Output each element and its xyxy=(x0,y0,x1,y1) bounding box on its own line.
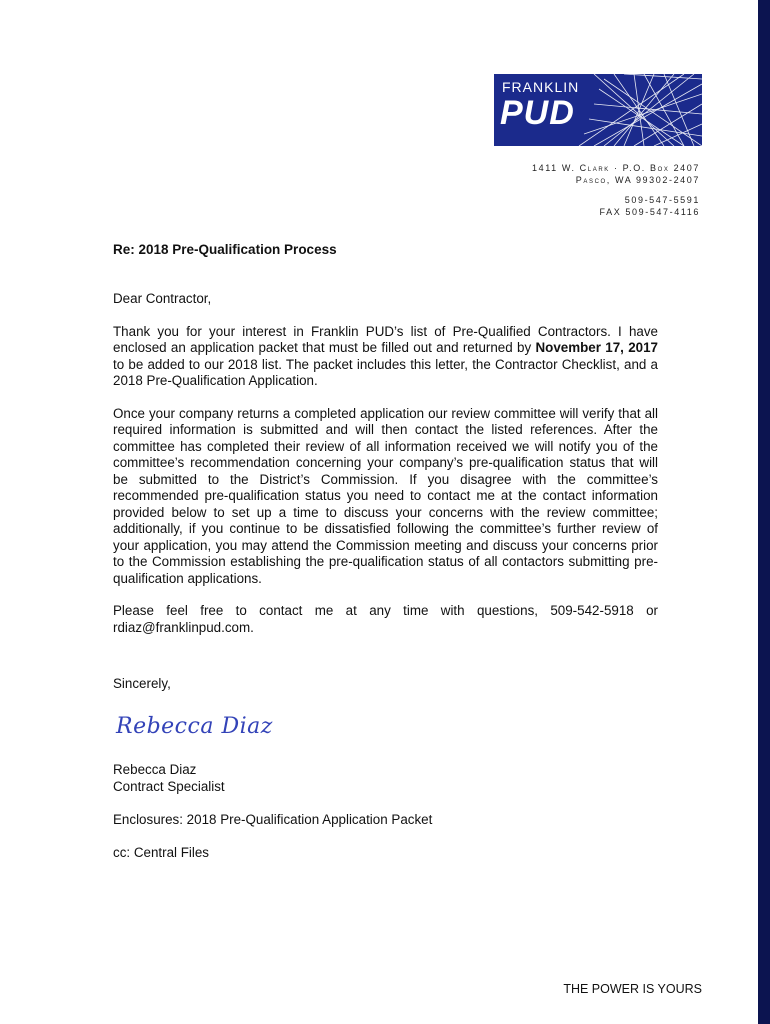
cc-line: cc: Central Files xyxy=(113,845,209,860)
logo-pud-text: PUD xyxy=(500,94,575,132)
address-line-2: Pasco, WA 99302-2407 xyxy=(575,175,700,185)
deadline-date: November 17, 2017 xyxy=(535,340,658,355)
salutation: Dear Contractor, xyxy=(113,291,212,306)
address-fax: FAX 509-547-4116 xyxy=(599,207,700,217)
signer-name: Rebecca Diaz xyxy=(113,762,197,777)
logo-franklin-text: FRANKLIN xyxy=(502,79,580,95)
letter-body xyxy=(113,291,658,652)
subject-line: Re: 2018 Pre-Qualification Process xyxy=(113,242,337,257)
signer-title: Contract Specialist xyxy=(113,778,225,794)
address-phone: 509-547-5591 xyxy=(624,195,700,205)
letterhead-address xyxy=(532,162,700,218)
closing: Sincerely, xyxy=(113,676,171,691)
paragraph-1-start: Thank you for your interest in Franklin PUD’s list of Pre-Qualified Contractors. I have enclosed an application packet that must be filled out and returned by xyxy=(113,323,658,355)
paragraph-3: Please feel free to contact me at any time with questions, 509-542-5918 or rdiaz@franklinpud.com. xyxy=(113,603,658,635)
right-border-bar xyxy=(758,0,770,1024)
address-line-1: 1411 W. Clark · P.O. Box 2407 xyxy=(532,163,700,173)
enclosures-line: Enclosures: 2018 Pre-Qualification Application Packet xyxy=(113,812,433,827)
paragraph-1-end: to be added to our 2018 list. The packet includes this letter, the Contractor Checklist, and a 2018 Pre-Qualification Application. xyxy=(113,356,658,388)
franklin-pud-logo xyxy=(494,74,702,146)
footer-tagline: THE POWER IS YOURS xyxy=(563,982,702,996)
paragraph-1 xyxy=(113,324,658,390)
signer-block xyxy=(113,762,225,795)
handwritten-signature: Rebecca Diaz xyxy=(116,714,273,739)
paragraph-2: Once your company returns a completed application our review committee will verify that all required information is submitted and will then contact the listed references. After the committee has completed their review of all information received we will notify you of the committee’s recommendation concerning your company’s pre-qualification status that will be submitted to the District’s Commission. If you disagree with the committee’s recommended pre-qualification status you need to contact me at the contact information provided below to set up a time to discuss your concerns with the review committee; additionally, if you continue to be dissatisfied following the committee’s further review of your application, you may attend the Commission meeting and discuss your concerns prior to the Commission establishing the pre-qualification status of all contactors submitting pre-qualification applications. xyxy=(113,405,658,586)
